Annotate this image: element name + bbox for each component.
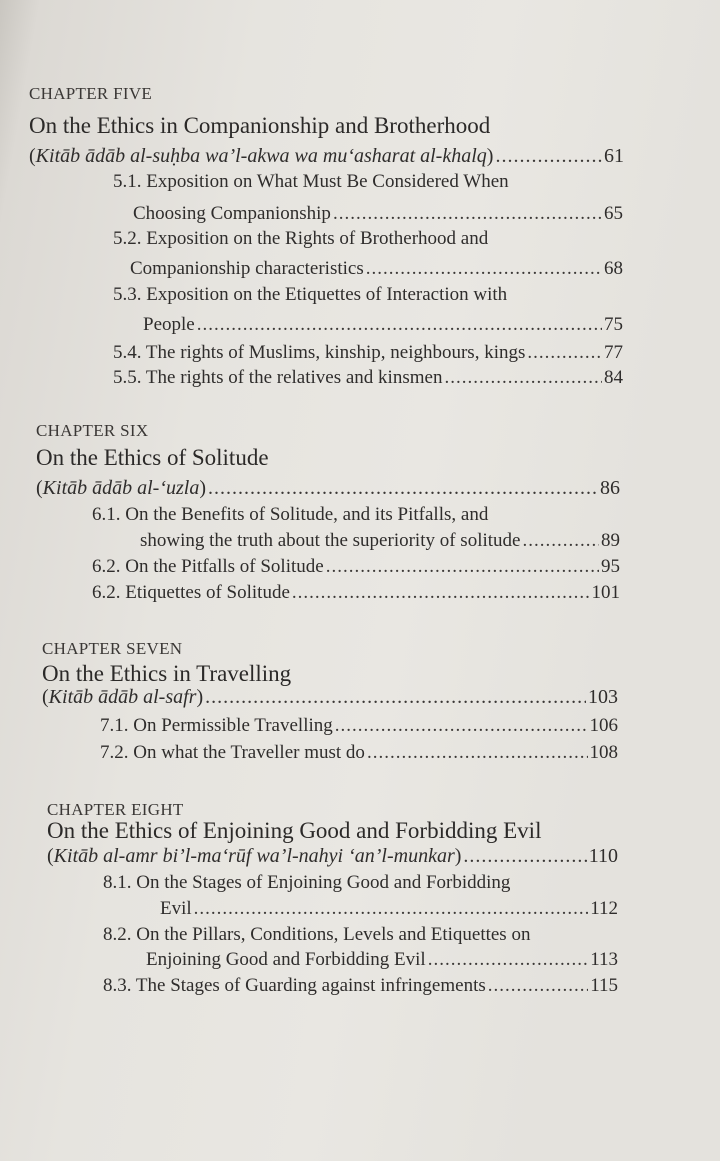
- page-number: 75: [604, 314, 623, 335]
- chapter-subtitle: Kitāb al-amr bi’l-ma‘rūf wa’l-nahyi ‘an’l-munkar: [53, 845, 455, 867]
- toc-entry: Enjoining Good and Forbidding Evil ..... 113: [146, 949, 618, 971]
- toc-entry: 6.2. Etiquettes of Solitude ..... 101: [92, 582, 620, 604]
- chapter-subtitle-row: (Kitāb ādāb al-suḥba wa’l-akwa wa mu‘asharat al-khalq) ..... 61: [29, 145, 624, 168]
- page-number: 108: [589, 742, 618, 763]
- toc-entry-line: 8.1. On the Stages of Enjoining Good and Forbidding: [103, 872, 511, 893]
- toc-entry: 5.5. The rights of the relatives and kinsmen ..... 84: [113, 367, 623, 389]
- page-number: 103: [588, 686, 618, 708]
- chapter-subtitle: Kitāb ādāb al-‘uzla: [42, 477, 200, 499]
- chapter-subtitle-row: (Kitāb ādāb al-safr) ..... 103: [42, 686, 618, 709]
- toc-entry: Evil ..... 112: [160, 898, 618, 920]
- toc-entry: showing the truth about the superiority of solitude ..... 89: [140, 530, 620, 552]
- toc-entry: Companionship characteristics ..... 68: [130, 258, 623, 280]
- chapter-label: CHAPTER EIGHT: [47, 800, 184, 819]
- page-number: 95: [601, 556, 620, 577]
- chapter-label: CHAPTER FIVE: [29, 84, 153, 103]
- page-number: 115: [590, 975, 618, 996]
- toc-entry-line: 5.2. Exposition on the Rights of Brotherhood and: [113, 228, 489, 249]
- toc-entry: 7.2. On what the Traveller must do ..... 108: [100, 742, 618, 764]
- chapter-title: On the Ethics of Enjoining Good and Forbidding Evil: [47, 818, 542, 843]
- chapter-title: On the Ethics of Solitude: [36, 445, 269, 470]
- chapter-subtitle: Kitāb ādāb al-suḥba wa’l-akwa wa mu‘asharat al-khalq: [35, 145, 487, 167]
- page-number: 113: [590, 949, 618, 970]
- toc-entry-line: 6.1. On the Benefits of Solitude, and its Pitfalls, and: [92, 504, 489, 525]
- leader-dots: [205, 686, 586, 709]
- chapter-title: On the Ethics in Companionship and Brotherhood: [29, 113, 491, 138]
- toc-entry-line: 5.3. Exposition on the Etiquettes of Interaction with: [113, 284, 508, 305]
- chapter-title: On the Ethics in Travelling: [42, 661, 292, 686]
- page-number: 77: [604, 342, 623, 363]
- toc-entry: People ..... 75: [143, 314, 623, 336]
- page-number: 65: [604, 203, 623, 224]
- page-number: 110: [588, 845, 618, 867]
- toc-entry-line: 8.2. On the Pillars, Conditions, Levels and Etiquettes on: [103, 924, 531, 945]
- leader-dots: [495, 145, 602, 168]
- leader-dots: [463, 845, 586, 868]
- page-number: 89: [601, 530, 620, 551]
- page-number: 112: [590, 898, 618, 919]
- page-number: 86: [600, 477, 620, 499]
- page-number: 101: [591, 582, 620, 603]
- chapter-label: CHAPTER SEVEN: [42, 639, 183, 658]
- page-number: 84: [604, 367, 623, 388]
- toc-entry: Choosing Companionship ..... 65: [133, 203, 623, 225]
- chapter-subtitle: Kitāb ādāb al-safr: [48, 686, 197, 708]
- page-number: 61: [604, 145, 624, 167]
- page-number: 68: [604, 258, 623, 279]
- chapter-label: CHAPTER SIX: [36, 421, 149, 440]
- toc-entry: 6.2. On the Pitfalls of Solitude ..... 95: [92, 556, 620, 578]
- chapter-subtitle-row: (Kitāb al-amr bi’l-ma‘rūf wa’l-nahyi ‘an’l-munkar) ..... 110: [47, 845, 618, 868]
- toc-entry: 7.1. On Permissible Travelling ..... 106: [100, 715, 618, 737]
- chapter-subtitle-row: (Kitāb ādāb al-‘uzla) ..... 86: [36, 477, 620, 500]
- page-number: 106: [589, 715, 618, 736]
- toc-entry: 8.3. The Stages of Guarding against infringements ..... 115: [103, 975, 618, 997]
- toc-entry: 5.4. The rights of Muslims, kinship, neighbours, kings ..... 77: [113, 342, 623, 364]
- toc-entry-line: 5.1. Exposition on What Must Be Considered When: [113, 171, 509, 192]
- leader-dots: [208, 477, 598, 500]
